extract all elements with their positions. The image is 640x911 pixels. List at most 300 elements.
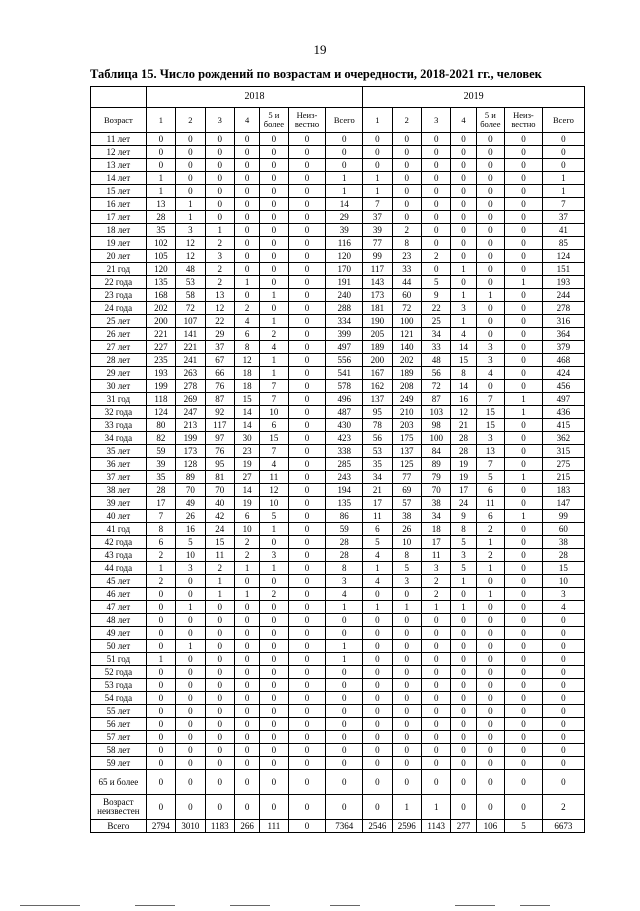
cell-y2019-col-2: 1	[392, 795, 421, 820]
cell-y2019-col-total: 193	[542, 276, 584, 289]
cell-y2019-col-5-plus: 0	[476, 328, 504, 341]
cell-y2018-col-4: 1	[234, 562, 259, 575]
cell-y2019-col-3: 38	[422, 497, 451, 510]
cell-y2019-col-unknown: 0	[505, 692, 543, 705]
cell-y2018-col-2: 0	[176, 146, 205, 159]
cell-y2018-col-4: 0	[234, 744, 259, 757]
cell-y2019-col-5-plus: 13	[476, 445, 504, 458]
cell-y2019-col-total: 316	[542, 315, 584, 328]
cell-y2018-col-total: 243	[326, 471, 363, 484]
table-row	[91, 705, 585, 718]
cell-y2019-col-3: 0	[422, 159, 451, 172]
cell-y2019-col-3: 103	[422, 406, 451, 419]
cell-y2018-col-1: 13	[146, 198, 175, 211]
cell-y2019-col-4: 0	[451, 757, 476, 770]
cell-y2019-col-5-plus: 0	[476, 731, 504, 744]
births-table	[90, 86, 585, 833]
corner-cell	[91, 87, 147, 108]
cell-y2018-col-unknown: 0	[288, 627, 326, 640]
cell-y2018-col-4: 0	[234, 289, 259, 302]
cell-y2018-col-unknown: 0	[288, 302, 326, 315]
cell-y2019-col-unknown: 0	[505, 705, 543, 718]
cell-y2018-col-2: 269	[176, 393, 205, 406]
table-row	[91, 679, 585, 692]
cell-y2019-col-5-plus: 3	[476, 354, 504, 367]
age-label: 65 и более	[91, 770, 147, 795]
cell-y2019-col-total: 41	[542, 224, 584, 237]
cell-y2018-col-1: 35	[146, 471, 175, 484]
cell-y2019-col-4: 8	[451, 523, 476, 536]
cell-y2018-col-total: 0	[326, 627, 363, 640]
cell-y2018-col-1: 59	[146, 445, 175, 458]
cell-y2019-col-3: 18	[422, 523, 451, 536]
cell-y2018-col-4: 1	[234, 588, 259, 601]
cell-y2019-col-4: 3	[451, 549, 476, 562]
cell-y2019-col-2: 3	[392, 575, 421, 588]
cell-y2019-col-5-plus: 0	[476, 159, 504, 172]
cell-y2018-col-5-plus: 1	[260, 354, 288, 367]
cell-y2018-col-4: 0	[234, 757, 259, 770]
cell-y2019-col-unknown: 0	[505, 146, 543, 159]
cell-y2018-col-5-plus: 12	[260, 484, 288, 497]
cell-y2019-col-1: 137	[363, 393, 392, 406]
age-label: 55 лет	[91, 705, 147, 718]
cell-y2018-col-unknown: 0	[288, 795, 326, 820]
table-row	[91, 250, 585, 263]
cell-y2019-col-4: 28	[451, 432, 476, 445]
cell-y2018-col-4: 14	[234, 406, 259, 419]
cell-y2019-col-total: 275	[542, 458, 584, 471]
cell-y2018-col-total: 28	[326, 536, 363, 549]
cell-y2019-col-1: 0	[363, 614, 392, 627]
cell-y2019-col-3: 0	[422, 640, 451, 653]
cell-y2018-col-2: 173	[176, 445, 205, 458]
column-header-2019-col-4: 4	[451, 108, 476, 133]
cell-y2019-col-3: 5	[422, 276, 451, 289]
cell-y2019-col-1: 0	[363, 718, 392, 731]
cell-y2018-col-1: 35	[146, 224, 175, 237]
cell-y2019-col-unknown: 0	[505, 419, 543, 432]
table-row	[91, 510, 585, 523]
cell-y2019-col-2: 140	[392, 341, 421, 354]
age-label: Возраст неизвестен	[91, 795, 147, 820]
table-row	[91, 393, 585, 406]
cell-y2018-col-4: 0	[234, 666, 259, 679]
cell-y2018-col-4: 14	[234, 419, 259, 432]
cell-y2019-col-unknown: 0	[505, 198, 543, 211]
cell-y2018-col-unknown: 0	[288, 380, 326, 393]
cell-y2018-col-2: 0	[176, 614, 205, 627]
age-label: 17 лет	[91, 211, 147, 224]
cell-y2019-col-1: 0	[363, 146, 392, 159]
cell-y2018-col-5-plus: 15	[260, 432, 288, 445]
cell-y2018-col-2: 0	[176, 133, 205, 146]
cell-y2019-col-4: 0	[451, 211, 476, 224]
table-row	[91, 315, 585, 328]
cell-y2018-col-1: 0	[146, 679, 175, 692]
cell-y2018-col-1: 28	[146, 484, 175, 497]
cell-y2018-col-3: 3	[205, 250, 234, 263]
cell-y2018-col-total: 338	[326, 445, 363, 458]
cell-y2018-col-1: 202	[146, 302, 175, 315]
cell-y2018-col-3: 42	[205, 510, 234, 523]
cell-y2019-col-unknown: 0	[505, 250, 543, 263]
cell-y2019-col-3: 0	[422, 679, 451, 692]
cell-y2018-col-3: 1	[205, 588, 234, 601]
cell-y2019-col-total: 456	[542, 380, 584, 393]
cell-y2018-col-5-plus: 1	[260, 523, 288, 536]
cell-y2018-col-3: 0	[205, 159, 234, 172]
cell-y2018-col-4: 0	[234, 731, 259, 744]
cell-y2019-col-1: 7	[363, 198, 392, 211]
cell-y2019-col-3: 0	[422, 692, 451, 705]
cell-y2018-col-5-plus: 6	[260, 419, 288, 432]
cell-y2018-col-5-plus: 0	[260, 536, 288, 549]
table-row	[91, 172, 585, 185]
cell-y2019-col-5-plus: 0	[476, 601, 504, 614]
cell-y2019-col-2: 189	[392, 367, 421, 380]
cell-y2019-col-1: 37	[363, 211, 392, 224]
cell-y2019-col-5-plus: 0	[476, 380, 504, 393]
cell-y2019-col-total: 0	[542, 718, 584, 731]
cell-y2018-col-total: 0	[326, 133, 363, 146]
cell-y2018-col-3: 22	[205, 315, 234, 328]
cell-y2019-col-4: 0	[451, 172, 476, 185]
cell-y2018-col-2: 1	[176, 640, 205, 653]
cell-y2019-col-4: 277	[451, 820, 476, 833]
cell-y2019-col-3: 33	[422, 341, 451, 354]
cell-y2019-col-total: 415	[542, 419, 584, 432]
cell-y2019-col-1: 0	[363, 666, 392, 679]
cell-y2018-col-4: 0	[234, 718, 259, 731]
cell-y2019-col-4: 1	[451, 263, 476, 276]
cell-y2018-col-1: 1	[146, 172, 175, 185]
cell-y2019-col-2: 0	[392, 588, 421, 601]
cell-y2018-col-4: 0	[234, 185, 259, 198]
cell-y2019-col-4: 0	[451, 770, 476, 795]
cell-y2018-col-3: 11	[205, 549, 234, 562]
cell-y2019-col-3: 0	[422, 224, 451, 237]
cell-y2019-col-5-plus: 3	[476, 432, 504, 445]
cell-y2019-col-5-plus: 0	[476, 757, 504, 770]
cell-y2019-col-5-plus: 2	[476, 549, 504, 562]
cell-y2019-col-unknown: 0	[505, 523, 543, 536]
cell-y2019-col-1: 56	[363, 432, 392, 445]
cell-y2018-col-total: 0	[326, 770, 363, 795]
cell-y2019-col-4: 0	[451, 237, 476, 250]
cell-y2019-col-unknown: 0	[505, 497, 543, 510]
cell-y2018-col-2: 16	[176, 523, 205, 536]
cell-y2019-col-1: 99	[363, 250, 392, 263]
cell-y2019-col-total: 124	[542, 250, 584, 263]
cell-y2018-col-2: 53	[176, 276, 205, 289]
age-label: 49 лет	[91, 627, 147, 640]
cell-y2018-col-1: 0	[146, 588, 175, 601]
cell-y2018-col-5-plus: 0	[260, 172, 288, 185]
cell-y2019-col-1: 173	[363, 289, 392, 302]
cell-y2018-col-total: 487	[326, 406, 363, 419]
cell-y2019-col-1: 181	[363, 302, 392, 315]
table-row	[91, 211, 585, 224]
cell-y2018-col-5-plus: 0	[260, 198, 288, 211]
cell-y2019-col-5-plus: 4	[476, 367, 504, 380]
cell-y2019-col-4: 15	[451, 354, 476, 367]
cell-y2019-col-2: 0	[392, 770, 421, 795]
cell-y2019-col-2: 1	[392, 601, 421, 614]
cell-y2018-col-unknown: 0	[288, 445, 326, 458]
cell-y2018-col-3: 66	[205, 367, 234, 380]
cell-y2018-col-3: 1	[205, 224, 234, 237]
cell-y2018-col-5-plus: 5	[260, 510, 288, 523]
age-label: 25 лет	[91, 315, 147, 328]
cell-y2018-col-3: 97	[205, 432, 234, 445]
cell-y2019-col-2: 60	[392, 289, 421, 302]
cell-y2019-col-2: 0	[392, 757, 421, 770]
cell-y2019-col-5-plus: 0	[476, 614, 504, 627]
cell-y2019-col-5-plus: 6	[476, 484, 504, 497]
cell-y2018-col-3: 40	[205, 497, 234, 510]
table-row	[91, 237, 585, 250]
cell-y2018-col-4: 0	[234, 172, 259, 185]
table-row	[91, 718, 585, 731]
cell-y2018-col-total: 1	[326, 172, 363, 185]
cell-y2019-col-1: 0	[363, 679, 392, 692]
cell-y2019-col-unknown: 0	[505, 367, 543, 380]
cell-y2018-col-total: 1	[326, 185, 363, 198]
cell-y2019-col-3: 2	[422, 575, 451, 588]
cell-y2019-col-4: 12	[451, 406, 476, 419]
age-label: 44 года	[91, 562, 147, 575]
cell-y2018-col-total: 430	[326, 419, 363, 432]
cell-y2018-col-4: 0	[234, 146, 259, 159]
cell-y2018-col-total: 0	[326, 666, 363, 679]
cell-y2018-col-4: 0	[234, 770, 259, 795]
cell-y2019-col-unknown: 0	[505, 224, 543, 237]
cell-y2018-col-1: 0	[146, 757, 175, 770]
cell-y2018-col-total: 0	[326, 744, 363, 757]
cell-y2018-col-total: 1	[326, 653, 363, 666]
cell-y2018-col-2: 49	[176, 497, 205, 510]
cell-y2018-col-5-plus: 7	[260, 445, 288, 458]
cell-y2019-col-unknown: 1	[505, 510, 543, 523]
cell-y2019-col-2: 33	[392, 263, 421, 276]
cell-y2018-col-1: 0	[146, 666, 175, 679]
cell-y2019-col-4: 17	[451, 484, 476, 497]
cell-y2019-col-2: 2596	[392, 820, 421, 833]
cell-y2019-col-2: 0	[392, 198, 421, 211]
cell-y2019-col-1: 78	[363, 419, 392, 432]
cell-y2018-col-3: 95	[205, 458, 234, 471]
cell-y2019-col-5-plus: 0	[476, 653, 504, 666]
cell-y2019-col-unknown: 0	[505, 354, 543, 367]
cell-y2018-col-unknown: 0	[288, 406, 326, 419]
table-row	[91, 744, 585, 757]
column-header-2018-col-unknown: Неиз-вестно	[288, 108, 326, 133]
table-caption: Таблица 15. Число рождений по возрастам и очередности, 2018-2021 гг., человек	[90, 67, 542, 81]
cell-y2019-col-4: 4	[451, 328, 476, 341]
cell-y2018-col-unknown: 0	[288, 510, 326, 523]
cell-y2018-col-total: 0	[326, 692, 363, 705]
cell-y2018-col-1: 0	[146, 159, 175, 172]
table-row	[91, 601, 585, 614]
cell-y2019-col-total: 315	[542, 445, 584, 458]
cell-y2018-col-4: 27	[234, 471, 259, 484]
cell-y2019-col-5-plus: 15	[476, 406, 504, 419]
age-label: 42 года	[91, 536, 147, 549]
cell-y2018-col-1: 193	[146, 367, 175, 380]
cell-y2018-col-3: 0	[205, 146, 234, 159]
table-row	[91, 185, 585, 198]
cell-y2019-col-4: 21	[451, 419, 476, 432]
cell-y2019-col-2: 38	[392, 510, 421, 523]
cell-y2018-col-2: 58	[176, 289, 205, 302]
cell-y2018-col-total: 0	[326, 705, 363, 718]
cell-y2018-col-total: 86	[326, 510, 363, 523]
cell-y2018-col-3: 0	[205, 198, 234, 211]
cell-y2019-col-3: 89	[422, 458, 451, 471]
cell-y2019-col-5-plus: 6	[476, 510, 504, 523]
cell-y2019-col-1: 21	[363, 484, 392, 497]
cell-y2018-col-2: 26	[176, 510, 205, 523]
cell-y2018-col-3: 29	[205, 328, 234, 341]
cell-y2019-col-4: 24	[451, 497, 476, 510]
cell-y2018-col-total: 285	[326, 458, 363, 471]
cell-y2019-col-1: 0	[363, 731, 392, 744]
age-label: 14 лет	[91, 172, 147, 185]
cell-y2018-col-3: 24	[205, 523, 234, 536]
cell-y2019-col-total: 0	[542, 679, 584, 692]
cell-y2019-col-3: 0	[422, 211, 451, 224]
cell-y2018-col-unknown: 0	[288, 146, 326, 159]
cell-y2019-col-2: 203	[392, 419, 421, 432]
cell-y2018-col-5-plus: 7	[260, 380, 288, 393]
cell-y2018-col-unknown: 0	[288, 224, 326, 237]
cell-y2018-col-2: 3	[176, 562, 205, 575]
age-label: 28 лет	[91, 354, 147, 367]
cell-y2019-col-2: 175	[392, 432, 421, 445]
cell-y2019-col-4: 9	[451, 510, 476, 523]
cell-y2018-col-unknown: 0	[288, 458, 326, 471]
cell-y2018-col-4: 2	[234, 549, 259, 562]
cell-y2019-col-1: 11	[363, 510, 392, 523]
cell-y2019-col-2: 2	[392, 224, 421, 237]
cell-y2018-col-3: 67	[205, 354, 234, 367]
column-header-2019-col-3: 3	[422, 108, 451, 133]
cell-y2018-col-1: 0	[146, 614, 175, 627]
cell-y2019-col-5-plus: 0	[476, 718, 504, 731]
cell-y2018-col-1: 200	[146, 315, 175, 328]
cell-y2019-col-3: 0	[422, 185, 451, 198]
cell-y2019-col-2: 0	[392, 614, 421, 627]
cell-y2018-col-5-plus: 10	[260, 406, 288, 419]
cell-y2018-col-5-plus: 0	[260, 263, 288, 276]
table-row	[91, 627, 585, 640]
cell-y2019-col-3: 9	[422, 289, 451, 302]
cell-y2018-col-2: 141	[176, 328, 205, 341]
cell-y2019-col-1: 0	[363, 744, 392, 757]
cell-y2019-col-1: 95	[363, 406, 392, 419]
cell-y2018-col-total: 4	[326, 588, 363, 601]
cell-y2019-col-4: 14	[451, 380, 476, 393]
cell-y2018-col-1: 168	[146, 289, 175, 302]
cell-y2019-col-3: 48	[422, 354, 451, 367]
cell-y2019-col-4: 0	[451, 159, 476, 172]
cell-y2018-col-2: 0	[176, 653, 205, 666]
cell-y2019-col-unknown: 0	[505, 562, 543, 575]
cell-y2019-col-total: 244	[542, 289, 584, 302]
cell-y2018-col-2: 0	[176, 185, 205, 198]
cell-y2018-col-5-plus: 0	[260, 744, 288, 757]
cell-y2018-col-1: 2	[146, 575, 175, 588]
cell-y2019-col-4: 0	[451, 224, 476, 237]
cell-y2019-col-unknown: 5	[505, 820, 543, 833]
cell-y2018-col-1: 235	[146, 354, 175, 367]
cell-y2018-col-2: 128	[176, 458, 205, 471]
cell-y2019-col-5-plus: 0	[476, 185, 504, 198]
cell-y2019-col-unknown: 0	[505, 432, 543, 445]
cell-y2019-col-total: 147	[542, 497, 584, 510]
cell-y2019-col-total: 4	[542, 601, 584, 614]
cell-y2018-col-total: 7364	[326, 820, 363, 833]
table-row	[91, 795, 585, 820]
column-header-2018-col-1: 1	[146, 108, 175, 133]
cell-y2018-col-4: 15	[234, 393, 259, 406]
table-row	[91, 198, 585, 211]
cell-y2018-col-total: 0	[326, 679, 363, 692]
age-label: 18 лет	[91, 224, 147, 237]
cell-y2019-col-2: 0	[392, 731, 421, 744]
cell-y2019-col-5-plus: 0	[476, 770, 504, 795]
cell-y2018-col-unknown: 0	[288, 185, 326, 198]
cell-y2018-col-4: 0	[234, 640, 259, 653]
cell-y2019-col-5-plus: 2	[476, 523, 504, 536]
age-label: 32 года	[91, 406, 147, 419]
cell-y2019-col-unknown: 0	[505, 289, 543, 302]
table-row	[91, 276, 585, 289]
cell-y2018-col-1: 8	[146, 523, 175, 536]
age-label: 46 лет	[91, 588, 147, 601]
cell-y2019-col-4: 0	[451, 250, 476, 263]
cell-y2019-col-4: 0	[451, 276, 476, 289]
cell-y2019-col-5-plus: 7	[476, 458, 504, 471]
cell-y2019-col-total: 38	[542, 536, 584, 549]
cell-y2018-col-1: 39	[146, 458, 175, 471]
cell-y2019-col-total: 3	[542, 588, 584, 601]
cell-y2019-col-1: 34	[363, 471, 392, 484]
cell-y2019-col-total: 1	[542, 172, 584, 185]
cell-y2018-col-5-plus: 0	[260, 185, 288, 198]
cell-y2018-col-1: 0	[146, 770, 175, 795]
cell-y2019-col-3: 0	[422, 770, 451, 795]
cell-y2019-col-3: 0	[422, 627, 451, 640]
cell-y2018-col-2: 263	[176, 367, 205, 380]
cell-y2018-col-3: 13	[205, 289, 234, 302]
column-header-2019-col-5-plus: 5 и более	[476, 108, 504, 133]
cell-y2019-col-2: 0	[392, 640, 421, 653]
cell-y2018-col-unknown: 0	[288, 692, 326, 705]
cell-y2019-col-1: 0	[363, 770, 392, 795]
age-label: 30 лет	[91, 380, 147, 393]
cell-y2018-col-1: 0	[146, 731, 175, 744]
cell-y2019-col-2: 0	[392, 146, 421, 159]
cell-y2018-col-total: 135	[326, 497, 363, 510]
cell-y2019-col-1: 0	[363, 627, 392, 640]
cell-y2019-col-unknown: 1	[505, 276, 543, 289]
cell-y2018-col-3: 0	[205, 211, 234, 224]
age-label: 58 лет	[91, 744, 147, 757]
cell-y2019-col-unknown: 0	[505, 263, 543, 276]
cell-y2018-col-total: 0	[326, 795, 363, 820]
